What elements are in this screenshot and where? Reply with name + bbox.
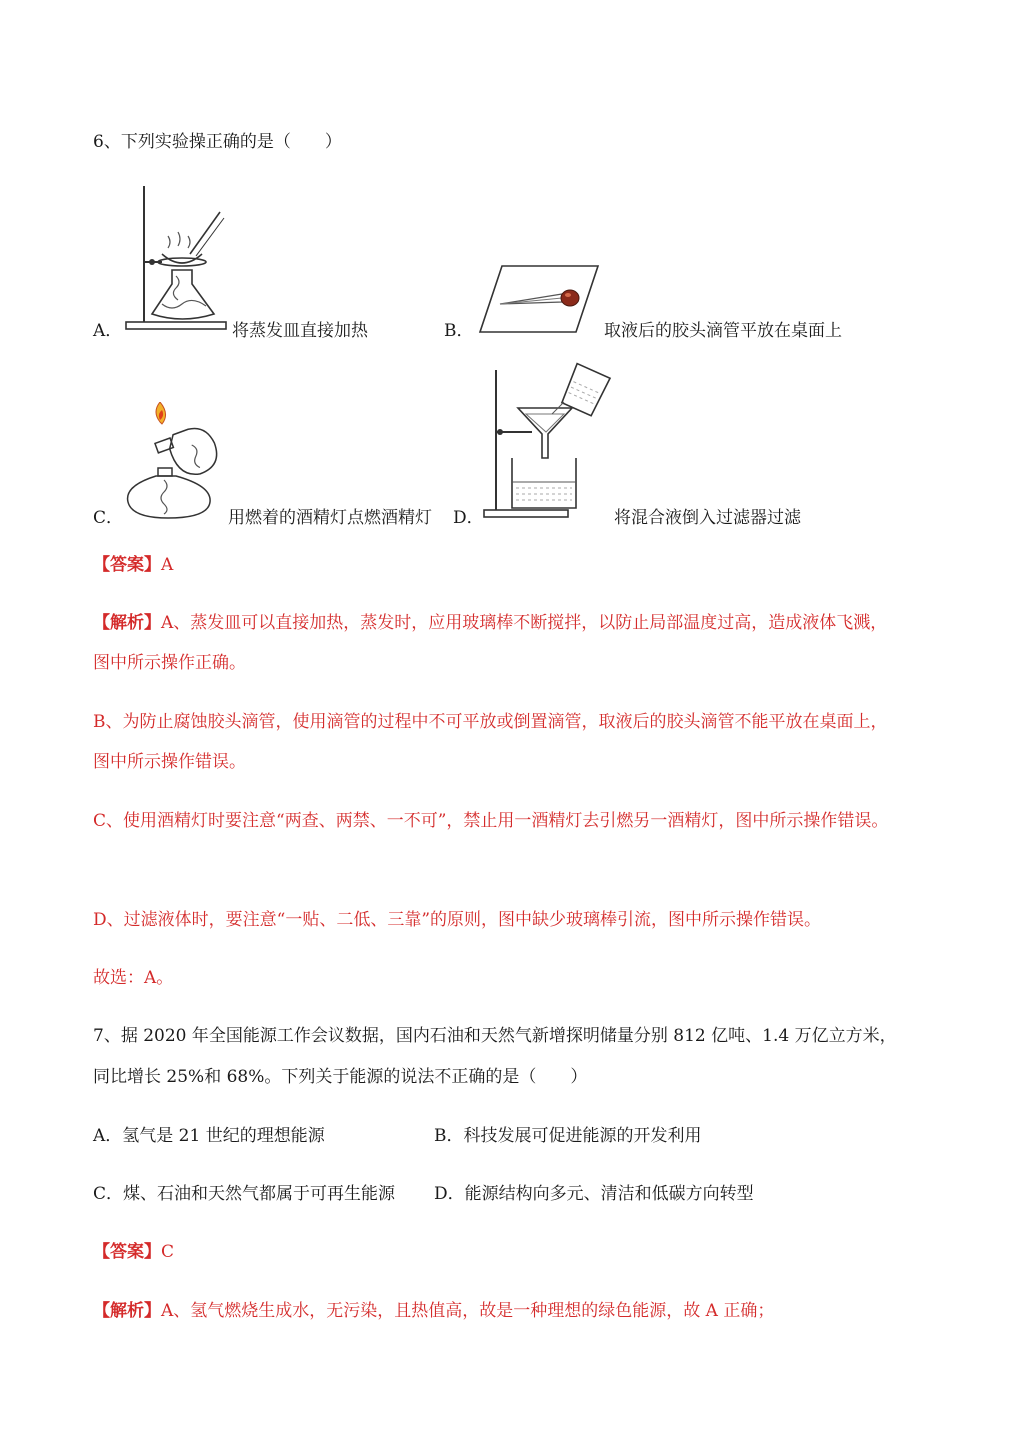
option-label: A．: [93, 1126, 123, 1146]
q7-stem-line-2: 同比增长 25%和 68%。下列关于能源的说法不正确的是（ ）: [93, 1067, 588, 1087]
q6-analysis-line-6: D、过滤液体时，要注意“一贴、二低、三靠”的原则，图中缺少玻璃棒引流，图中所示操作错误。: [93, 910, 822, 930]
q6-analysis-line-3: B、为防止腐蚀胶头滴管，使用滴管的过程中不可平放或倒置滴管，取液后的胶头滴管不能平放在桌面上，: [93, 712, 888, 732]
q6-option-c-label: C．: [93, 508, 124, 528]
analysis-text: A、氢气燃烧生成水，无污染，且热值高，故是一种理想的绿色能源，故 A 正确；: [161, 1301, 775, 1321]
q7-option-b: [434, 1125, 702, 1147]
q6-option-a-text: 将蒸发皿直接加热: [232, 321, 368, 341]
filtration-setup-icon: [482, 362, 612, 522]
q6-option-b-text: 取液后的胶头滴管平放在桌面上: [604, 321, 842, 341]
q6-option-d-text: 将混合液倒入过滤器过滤: [614, 508, 801, 528]
answer-value: C: [161, 1242, 175, 1262]
q6-answer: [93, 554, 173, 576]
alcohol-lamps-icon: [120, 402, 228, 522]
q6-analysis-line-1: [93, 612, 887, 634]
q7-option-d: [434, 1183, 754, 1205]
dropper-on-table-icon: [478, 262, 602, 336]
analysis-tag: 【解析】: [93, 1301, 161, 1321]
q7-answer: [93, 1241, 174, 1263]
answer-tag: 【答案】: [93, 555, 161, 575]
option-text: 氢气是 21 世纪的理想能源: [122, 1126, 325, 1146]
q6-conclusion: 故选：A。: [93, 968, 174, 988]
option-label: C．: [93, 1184, 124, 1204]
q6-analysis-line-5: C、使用酒精灯时要注意“两查、两禁、一不可”，禁止用一酒精灯去引燃另一酒精灯，图中所示操作错误。: [93, 811, 889, 831]
analysis-text: A、蒸发皿可以直接加热，蒸发时，应用玻璃棒不断搅拌，以防止局部温度过高，造成液体飞溅，: [161, 613, 888, 633]
analysis-tag: 【解析】: [93, 613, 161, 633]
q7-option-a: [93, 1125, 325, 1147]
q6-option-d-label: D．: [453, 508, 484, 528]
q7-stem-line-1: 7、据 2020 年全国能源工作会议数据，国内石油和天然气新增探明储量分别 812 亿吨、1.4 万亿立方米，: [93, 1026, 897, 1046]
option-text: 科技发展可促进能源的开发利用: [463, 1126, 702, 1146]
q6-option-c-text: 用燃着的酒精灯点燃酒精灯: [228, 508, 432, 528]
q6-option-b-label: B．: [444, 321, 474, 341]
q6-stem: 6、下列实验操正确的是（ ）: [93, 132, 342, 152]
answer-tag: 【答案】: [93, 1242, 161, 1262]
option-text: 能源结构向多元、清洁和低碳方向转型: [464, 1184, 754, 1204]
q6-option-a-label: A．: [93, 321, 123, 341]
answer-value: A: [161, 555, 174, 575]
q6-analysis-line-2: 图中所示操作正确。: [93, 653, 246, 673]
q7-option-c: [93, 1183, 395, 1205]
q7-analysis-line-1: [93, 1300, 774, 1322]
option-text: 煤、石油和天然气都属于可再生能源: [123, 1184, 396, 1204]
evaporating-dish-on-stand-icon: [124, 184, 228, 332]
option-label: D．: [434, 1184, 465, 1204]
q6-analysis-line-4: 图中所示操作错误。: [93, 752, 246, 772]
option-label: B．: [434, 1126, 464, 1146]
